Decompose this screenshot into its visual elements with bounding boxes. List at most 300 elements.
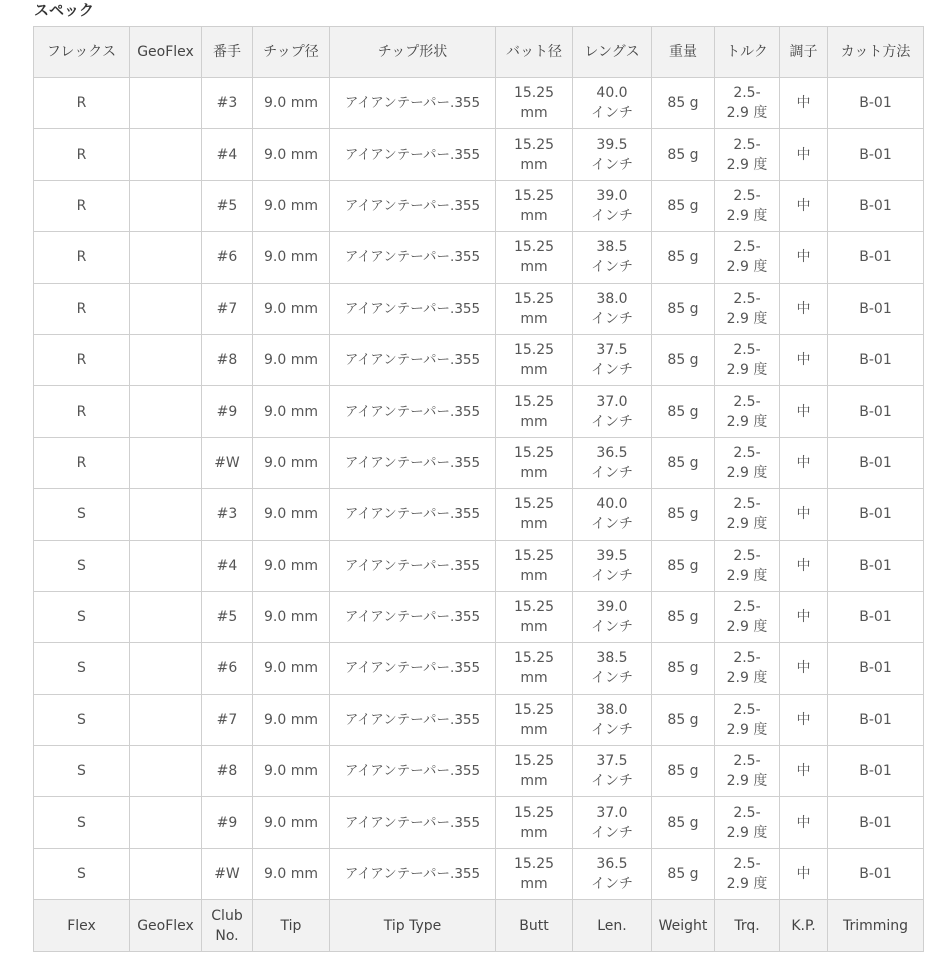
cell-length <box>573 180 652 231</box>
cell-flex: S <box>34 591 130 642</box>
header-kick-point: 調子 <box>780 27 828 78</box>
cell-butt-diameter <box>496 386 573 437</box>
cell-tip-diameter: 9.0 mm <box>253 591 330 642</box>
cell-kick-point: 中 <box>780 386 828 437</box>
cell-kick-point: 中 <box>780 694 828 745</box>
cell-weight: 85 g <box>652 129 715 180</box>
cell-geoflex <box>130 694 202 745</box>
cell-tip-diameter: 9.0 mm <box>253 386 330 437</box>
cell-torque-unit: 2.9 度 <box>726 773 768 790</box>
cell-kick-point: 中 <box>780 283 828 334</box>
cell-tip-diameter: 9.0 mm <box>253 283 330 334</box>
table-row <box>34 78 924 129</box>
cell-trimming: B-01 <box>828 797 924 848</box>
cell-torque <box>715 283 780 334</box>
cell-tip-type: アイアンテーパー.355 <box>330 232 496 283</box>
cell-butt-diameter-unit: mm <box>520 156 548 173</box>
cell-geoflex <box>130 437 202 488</box>
cell-club-number: #5 <box>202 591 253 642</box>
cell-torque <box>715 386 780 437</box>
table-row <box>34 848 924 899</box>
cell-kick-point: 中 <box>780 540 828 591</box>
cell-geoflex <box>130 180 202 231</box>
cell-length-value: 38.5 <box>596 239 628 256</box>
cell-trimming: B-01 <box>828 78 924 129</box>
cell-tip-diameter: 9.0 mm <box>253 540 330 591</box>
cell-club-number: #8 <box>202 746 253 797</box>
cell-length <box>573 283 652 334</box>
cell-trimming: B-01 <box>828 694 924 745</box>
cell-weight: 85 g <box>652 694 715 745</box>
header-tip-diameter: チップ径 <box>253 27 330 78</box>
cell-trimming: B-01 <box>828 334 924 385</box>
cell-club-number: #9 <box>202 386 253 437</box>
cell-trimming: B-01 <box>828 283 924 334</box>
cell-flex: R <box>34 78 130 129</box>
cell-butt-diameter-unit: mm <box>520 362 548 379</box>
header-trimming: カット方法 <box>828 27 924 78</box>
cell-geoflex <box>130 643 202 694</box>
footer-geoflex: GeoFlex <box>130 900 202 952</box>
cell-weight: 85 g <box>652 180 715 231</box>
cell-butt-diameter-unit: mm <box>520 207 548 224</box>
cell-kick-point: 中 <box>780 437 828 488</box>
cell-weight: 85 g <box>652 386 715 437</box>
cell-length-unit: インチ <box>591 310 633 327</box>
cell-geoflex <box>130 591 202 642</box>
cell-flex: R <box>34 334 130 385</box>
cell-torque-value: 2.5- <box>733 856 761 873</box>
cell-weight: 85 g <box>652 334 715 385</box>
header-torque: トルク <box>715 27 780 78</box>
cell-torque <box>715 232 780 283</box>
cell-geoflex <box>130 746 202 797</box>
cell-length <box>573 386 652 437</box>
table-header-row <box>34 27 924 78</box>
footer-torque: Trq. <box>715 900 780 952</box>
cell-butt-diameter-value: 15.25 <box>513 547 555 564</box>
cell-torque <box>715 540 780 591</box>
cell-kick-point: 中 <box>780 489 828 540</box>
cell-torque-unit: 2.9 度 <box>726 670 768 687</box>
cell-length-unit: インチ <box>591 105 633 122</box>
cell-length-unit: インチ <box>591 567 633 584</box>
cell-kick-point: 中 <box>780 334 828 385</box>
cell-geoflex <box>130 797 202 848</box>
cell-length-value: 38.0 <box>596 290 628 307</box>
cell-butt-diameter-unit: mm <box>520 670 548 687</box>
cell-torque-value: 2.5- <box>733 239 761 256</box>
cell-geoflex <box>130 386 202 437</box>
cell-torque-unit: 2.9 度 <box>726 105 768 122</box>
cell-butt-diameter-value: 15.25 <box>513 496 555 513</box>
header-flex: フレックス <box>34 27 130 78</box>
cell-length <box>573 78 652 129</box>
cell-kick-point: 中 <box>780 848 828 899</box>
cell-butt-diameter-unit: mm <box>520 567 548 584</box>
cell-flex: S <box>34 643 130 694</box>
cell-length-value: 36.5 <box>596 444 628 461</box>
cell-tip-type: アイアンテーパー.355 <box>330 437 496 488</box>
cell-butt-diameter-unit: mm <box>520 464 548 481</box>
cell-torque-value: 2.5- <box>733 599 761 616</box>
cell-torque-value: 2.5- <box>733 393 761 410</box>
table-row <box>34 283 924 334</box>
footer-tip-type: Tip Type <box>330 900 496 952</box>
cell-tip-type: アイアンテーパー.355 <box>330 386 496 437</box>
cell-butt-diameter-unit: mm <box>520 310 548 327</box>
cell-trimming: B-01 <box>828 591 924 642</box>
header-club-number: 番手 <box>202 27 253 78</box>
cell-weight: 85 g <box>652 78 715 129</box>
cell-torque-value: 2.5- <box>733 804 761 821</box>
cell-torque <box>715 643 780 694</box>
cell-tip-diameter: 9.0 mm <box>253 746 330 797</box>
cell-butt-diameter <box>496 540 573 591</box>
cell-length-value: 37.0 <box>596 804 628 821</box>
cell-flex: S <box>34 848 130 899</box>
cell-length-unit: インチ <box>591 259 633 276</box>
section-title: スペック <box>34 1 95 19</box>
cell-torque-value: 2.5- <box>733 290 761 307</box>
cell-weight: 85 g <box>652 797 715 848</box>
cell-butt-diameter-value: 15.25 <box>513 856 555 873</box>
cell-length-value: 38.0 <box>596 701 628 718</box>
cell-butt-diameter-unit: mm <box>520 259 548 276</box>
cell-length-value: 39.5 <box>596 136 628 153</box>
cell-tip-diameter: 9.0 mm <box>253 180 330 231</box>
footer-flex: Flex <box>34 900 130 952</box>
cell-butt-diameter-value: 15.25 <box>513 753 555 770</box>
cell-club-number: #8 <box>202 334 253 385</box>
cell-butt-diameter <box>496 489 573 540</box>
cell-length-value: 37.0 <box>596 393 628 410</box>
cell-butt-diameter-value: 15.25 <box>513 804 555 821</box>
cell-butt-diameter <box>496 180 573 231</box>
cell-weight: 85 g <box>652 591 715 642</box>
cell-geoflex <box>130 848 202 899</box>
cell-length <box>573 643 652 694</box>
cell-torque <box>715 848 780 899</box>
cell-butt-diameter <box>496 643 573 694</box>
cell-trimming: B-01 <box>828 129 924 180</box>
cell-butt-diameter-value: 15.25 <box>513 187 555 204</box>
cell-length-value: 40.0 <box>596 496 628 513</box>
cell-club-number: #9 <box>202 797 253 848</box>
cell-butt-diameter-value: 15.25 <box>513 599 555 616</box>
cell-flex: R <box>34 232 130 283</box>
cell-tip-type: アイアンテーパー.355 <box>330 489 496 540</box>
cell-torque <box>715 78 780 129</box>
cell-tip-diameter: 9.0 mm <box>253 129 330 180</box>
cell-flex: R <box>34 129 130 180</box>
cell-kick-point: 中 <box>780 78 828 129</box>
cell-trimming: B-01 <box>828 643 924 694</box>
cell-club-number: #4 <box>202 540 253 591</box>
cell-torque-value: 2.5- <box>733 547 761 564</box>
cell-club-number: #3 <box>202 489 253 540</box>
cell-length <box>573 437 652 488</box>
cell-trimming: B-01 <box>828 437 924 488</box>
cell-length-unit: インチ <box>591 824 633 841</box>
cell-length-unit: インチ <box>591 773 633 790</box>
cell-club-number: #6 <box>202 232 253 283</box>
cell-butt-diameter <box>496 129 573 180</box>
footer-kick-point: K.P. <box>780 900 828 952</box>
cell-butt-diameter <box>496 78 573 129</box>
cell-tip-diameter: 9.0 mm <box>253 694 330 745</box>
cell-tip-diameter: 9.0 mm <box>253 797 330 848</box>
cell-length-unit: インチ <box>591 516 633 533</box>
cell-weight: 85 g <box>652 489 715 540</box>
cell-length <box>573 489 652 540</box>
cell-weight: 85 g <box>652 746 715 797</box>
cell-flex: S <box>34 489 130 540</box>
cell-tip-type: アイアンテーパー.355 <box>330 283 496 334</box>
cell-butt-diameter <box>496 232 573 283</box>
cell-length-value: 37.5 <box>596 342 628 359</box>
table-row <box>34 232 924 283</box>
cell-club-number: #W <box>202 437 253 488</box>
cell-length-unit: インチ <box>591 670 633 687</box>
cell-length-unit: インチ <box>591 156 633 173</box>
spec-table <box>33 26 924 952</box>
cell-tip-type: アイアンテーパー.355 <box>330 540 496 591</box>
cell-butt-diameter-value: 15.25 <box>513 136 555 153</box>
table-row <box>34 643 924 694</box>
cell-butt-diameter <box>496 334 573 385</box>
cell-butt-diameter <box>496 283 573 334</box>
cell-torque-unit: 2.9 度 <box>726 310 768 327</box>
cell-kick-point: 中 <box>780 180 828 231</box>
footer-butt: Butt <box>496 900 573 952</box>
cell-flex: R <box>34 283 130 334</box>
cell-flex: R <box>34 386 130 437</box>
cell-length-value: 40.0 <box>596 85 628 102</box>
cell-butt-diameter-unit: mm <box>520 516 548 533</box>
cell-butt-diameter-value: 15.25 <box>513 239 555 256</box>
cell-tip-type: アイアンテーパー.355 <box>330 129 496 180</box>
cell-butt-diameter <box>496 591 573 642</box>
cell-butt-diameter-unit: mm <box>520 413 548 430</box>
cell-club-number: #5 <box>202 180 253 231</box>
cell-torque-value: 2.5- <box>733 342 761 359</box>
cell-length-value: 39.5 <box>596 547 628 564</box>
cell-length <box>573 540 652 591</box>
cell-flex: S <box>34 540 130 591</box>
cell-length <box>573 591 652 642</box>
cell-length-value: 38.5 <box>596 650 628 667</box>
cell-trimming: B-01 <box>828 386 924 437</box>
table-row <box>34 746 924 797</box>
cell-tip-type: アイアンテーパー.355 <box>330 746 496 797</box>
cell-club-number: #6 <box>202 643 253 694</box>
cell-torque-value: 2.5- <box>733 85 761 102</box>
cell-torque-unit: 2.9 度 <box>726 464 768 481</box>
cell-torque <box>715 334 780 385</box>
cell-butt-diameter <box>496 746 573 797</box>
cell-length-unit: インチ <box>591 362 633 379</box>
cell-weight: 85 g <box>652 643 715 694</box>
cell-torque <box>715 437 780 488</box>
cell-tip-type: アイアンテーパー.355 <box>330 643 496 694</box>
cell-length <box>573 232 652 283</box>
cell-length <box>573 797 652 848</box>
cell-club-number: #3 <box>202 78 253 129</box>
table-footer-row <box>34 900 924 952</box>
cell-length-unit: インチ <box>591 876 633 893</box>
cell-torque-unit: 2.9 度 <box>726 362 768 379</box>
cell-kick-point: 中 <box>780 797 828 848</box>
table-row <box>34 797 924 848</box>
table-row <box>34 334 924 385</box>
cell-weight: 85 g <box>652 232 715 283</box>
cell-butt-diameter-value: 15.25 <box>513 393 555 410</box>
table-row <box>34 129 924 180</box>
cell-trimming: B-01 <box>828 848 924 899</box>
cell-length-unit: インチ <box>591 721 633 738</box>
cell-length-unit: インチ <box>591 464 633 481</box>
cell-torque-unit: 2.9 度 <box>726 156 768 173</box>
cell-kick-point: 中 <box>780 129 828 180</box>
cell-tip-type: アイアンテーパー.355 <box>330 180 496 231</box>
cell-geoflex <box>130 334 202 385</box>
cell-tip-type: アイアンテーパー.355 <box>330 591 496 642</box>
cell-length-value: 39.0 <box>596 599 628 616</box>
cell-butt-diameter-value: 15.25 <box>513 650 555 667</box>
cell-trimming: B-01 <box>828 540 924 591</box>
cell-butt-diameter <box>496 437 573 488</box>
footer-weight: Weight <box>652 900 715 952</box>
cell-butt-diameter-value: 15.25 <box>513 85 555 102</box>
cell-butt-diameter <box>496 848 573 899</box>
cell-length <box>573 334 652 385</box>
cell-length-value: 37.5 <box>596 753 628 770</box>
cell-butt-diameter-unit: mm <box>520 876 548 893</box>
cell-torque <box>715 591 780 642</box>
cell-length <box>573 129 652 180</box>
cell-butt-diameter-value: 15.25 <box>513 444 555 461</box>
footer-tip: Tip <box>253 900 330 952</box>
table-row <box>34 540 924 591</box>
cell-torque-value: 2.5- <box>733 444 761 461</box>
cell-tip-type: アイアンテーパー.355 <box>330 694 496 745</box>
cell-butt-diameter-unit: mm <box>520 824 548 841</box>
cell-kick-point: 中 <box>780 591 828 642</box>
cell-torque-value: 2.5- <box>733 496 761 513</box>
cell-geoflex <box>130 78 202 129</box>
cell-tip-type: アイアンテーパー.355 <box>330 334 496 385</box>
cell-flex: R <box>34 437 130 488</box>
cell-torque-unit: 2.9 度 <box>726 824 768 841</box>
header-weight: 重量 <box>652 27 715 78</box>
cell-length <box>573 746 652 797</box>
cell-weight: 85 g <box>652 540 715 591</box>
cell-torque-value: 2.5- <box>733 701 761 718</box>
cell-kick-point: 中 <box>780 232 828 283</box>
table-row <box>34 437 924 488</box>
cell-club-number: #7 <box>202 283 253 334</box>
footer-length: Len. <box>573 900 652 952</box>
cell-torque-unit: 2.9 度 <box>726 567 768 584</box>
cell-tip-diameter: 9.0 mm <box>253 334 330 385</box>
cell-butt-diameter-unit: mm <box>520 721 548 738</box>
table-row <box>34 489 924 540</box>
table-row <box>34 591 924 642</box>
table-row <box>34 180 924 231</box>
cell-torque <box>715 694 780 745</box>
footer-trimming: Trimming <box>828 900 924 952</box>
cell-length <box>573 848 652 899</box>
cell-tip-type: アイアンテーパー.355 <box>330 78 496 129</box>
cell-geoflex <box>130 283 202 334</box>
cell-length-unit: インチ <box>591 619 633 636</box>
table-row <box>34 386 924 437</box>
cell-weight: 85 g <box>652 848 715 899</box>
cell-torque-unit: 2.9 度 <box>726 207 768 224</box>
header-butt-diameter: バット径 <box>496 27 573 78</box>
cell-length <box>573 694 652 745</box>
cell-trimming: B-01 <box>828 232 924 283</box>
cell-tip-diameter: 9.0 mm <box>253 78 330 129</box>
cell-geoflex <box>130 129 202 180</box>
cell-torque-value: 2.5- <box>733 136 761 153</box>
footer-club-number: Club No. <box>202 900 253 952</box>
cell-geoflex <box>130 540 202 591</box>
cell-trimming: B-01 <box>828 746 924 797</box>
cell-length-unit: インチ <box>591 207 633 224</box>
cell-torque <box>715 489 780 540</box>
cell-tip-diameter: 9.0 mm <box>253 489 330 540</box>
cell-torque <box>715 129 780 180</box>
cell-length-unit: インチ <box>591 413 633 430</box>
cell-tip-type: アイアンテーパー.355 <box>330 797 496 848</box>
cell-butt-diameter-value: 15.25 <box>513 342 555 359</box>
cell-tip-diameter: 9.0 mm <box>253 232 330 283</box>
cell-torque-value: 2.5- <box>733 650 761 667</box>
cell-club-number: #7 <box>202 694 253 745</box>
cell-weight: 85 g <box>652 283 715 334</box>
cell-trimming: B-01 <box>828 489 924 540</box>
header-geoflex: GeoFlex <box>130 27 202 78</box>
cell-tip-diameter: 9.0 mm <box>253 437 330 488</box>
cell-flex: S <box>34 746 130 797</box>
cell-torque-unit: 2.9 度 <box>726 619 768 636</box>
cell-torque <box>715 797 780 848</box>
cell-torque-value: 2.5- <box>733 753 761 770</box>
header-length: レングス <box>573 27 652 78</box>
cell-torque-value: 2.5- <box>733 187 761 204</box>
cell-trimming: B-01 <box>828 180 924 231</box>
cell-kick-point: 中 <box>780 746 828 797</box>
cell-flex: S <box>34 694 130 745</box>
cell-butt-diameter-unit: mm <box>520 105 548 122</box>
cell-tip-diameter: 9.0 mm <box>253 643 330 694</box>
cell-club-number: #W <box>202 848 253 899</box>
cell-torque-unit: 2.9 度 <box>726 516 768 533</box>
cell-butt-diameter <box>496 797 573 848</box>
cell-torque-unit: 2.9 度 <box>726 413 768 430</box>
cell-butt-diameter-value: 15.25 <box>513 290 555 307</box>
cell-butt-diameter <box>496 694 573 745</box>
cell-butt-diameter-unit: mm <box>520 619 548 636</box>
cell-torque-unit: 2.9 度 <box>726 876 768 893</box>
cell-length-value: 36.5 <box>596 856 628 873</box>
cell-torque <box>715 746 780 797</box>
cell-torque-unit: 2.9 度 <box>726 259 768 276</box>
cell-length-value: 39.0 <box>596 187 628 204</box>
cell-butt-diameter-unit: mm <box>520 773 548 790</box>
